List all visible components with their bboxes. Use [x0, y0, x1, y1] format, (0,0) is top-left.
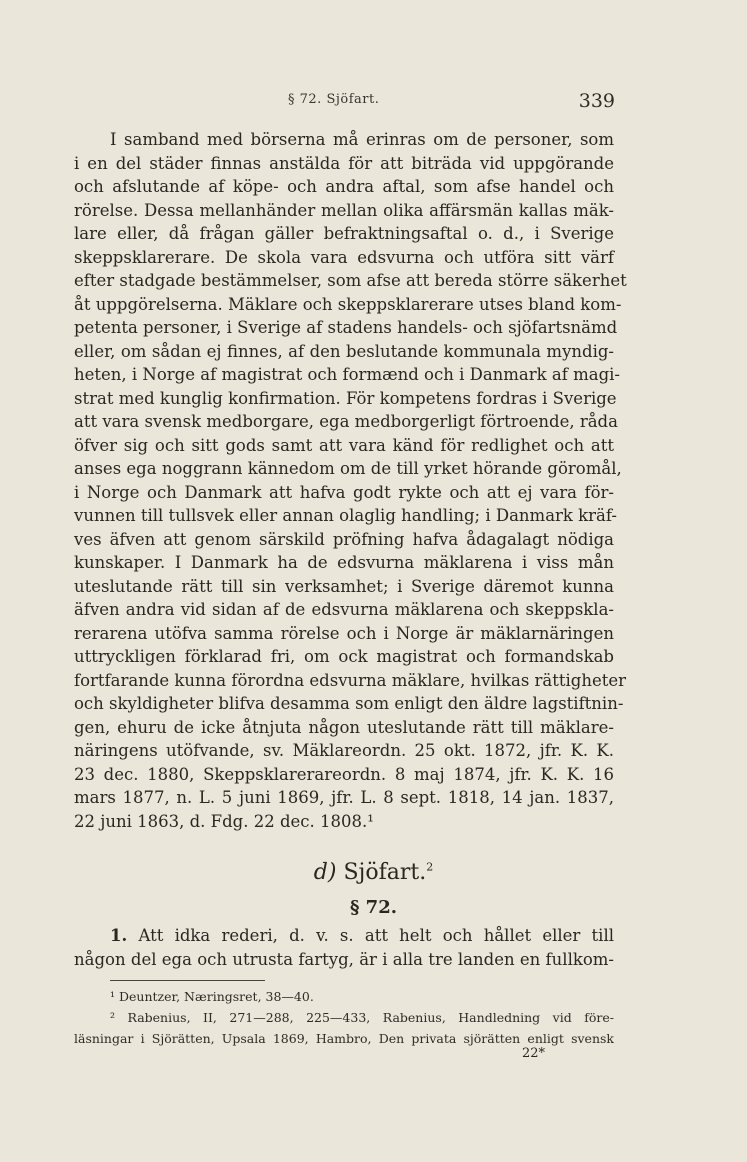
text-line: I samband med börserna må erinras om de personer, som: [110, 130, 614, 149]
text-line: heten, i Norge af magistrat och formænd och i Danmark af magi-: [74, 365, 620, 384]
section-paragraph: [74, 924, 614, 971]
section-title-note: 2: [426, 860, 434, 874]
footnote-divider: [110, 980, 265, 981]
paragraph-text: Att idka rederi, d. v. s. att helt och hållet eller till: [138, 926, 614, 945]
text-line: åt uppgörelserna. Mäklare och skeppsklarerare utses bland kom-: [74, 294, 622, 314]
text-line: efter stadgade bestämmelser, som afse att bereda större säkerhet: [74, 271, 627, 290]
text-line: och afslutande af köpe- och andra aftal, som afse handel och: [74, 177, 614, 196]
section-title: Sjöfart.: [343, 860, 427, 885]
text-line: ves äfven att genom särskild pröfning hafva ådagalagt nödiga: [74, 529, 614, 549]
text-line: [74, 924, 614, 948]
footnote-2: ² Rabenius, II, 271—288, 225—433, Rabenius, Handledning vid före-: [110, 1010, 614, 1025]
footnote-1: ¹ Deuntzer, Næringsret, 38—40.: [110, 989, 314, 1004]
text-line: lare eller, då frågan gäller befraktningsaftal o. d., i Sverige: [74, 224, 614, 243]
page-number: 339: [578, 90, 615, 112]
text-line: äfven andra vid sidan af de edsvurna mäklarena och skeppskla-: [74, 600, 614, 619]
text-line: eller, om sådan ej finnes, af den beslutande kommunala myndig-: [74, 341, 614, 361]
section-letter: d): [313, 860, 337, 885]
footnotes: [74, 986, 614, 1049]
text-line: uttryckligen förklarad fri, om ock magistrat och formandskab: [74, 647, 614, 666]
text-line: anses ega noggrann kännedom om de till yrket hörande göromål,: [74, 459, 622, 478]
text-line: näringens utöfvande, sv. Mäklareordn. 25 okt. 1872, jfr. K. K.: [74, 741, 614, 760]
text-line: rerarena utöfva samma rörelse och i Norge är mäklarnäringen: [74, 623, 614, 643]
section-heading: [0, 860, 747, 885]
text-line: strat med kunglig konfirmation. För kompetens fordras i Sverige: [74, 388, 617, 408]
running-head: § 72. Sjöfart.: [288, 92, 380, 107]
text-line: vunnen till tullsvek eller annan olaglig handling; i Danmark kräf-: [74, 506, 617, 525]
text-line: petenta personer, i Sverige af stadens handels- och sjöfartsnämd: [74, 318, 618, 337]
text-line: och skyldigheter blifva desamma som enligt den äldre lagstiftnin-: [74, 694, 624, 713]
footnote-2-continued: läsningar i Sjörätten, Upsala 1869, Hambro, Den privata sjörätten enligt svensk: [74, 1031, 614, 1046]
text-line: i Norge och Danmark att hafva godt rykte och att ej vara för-: [74, 482, 614, 502]
text-line: skeppsklarerare. De skola vara edsvurna och utföra sitt värf: [74, 247, 614, 267]
paragraph-number: 1.: [110, 926, 128, 945]
text-line: i en del städer finnas anstälda för att biträda vid uppgörande: [74, 153, 614, 173]
text-line: uteslutande rätt till sin verksamhet; i Sverige däremot kunna: [74, 576, 614, 596]
text-line: fortfarande kunna förordna edsvurna mäklare, hvilkas rättigheter: [74, 670, 627, 690]
main-paragraph: [74, 128, 627, 833]
text-line: öfver sig och sitt gods samt att vara känd för redlighet och att: [74, 435, 614, 455]
section-number: § 72.: [350, 897, 397, 918]
text-line: gen, ehuru de icke åtnjuta någon uteslutande rätt till mäklare-: [74, 717, 614, 737]
signature-mark: 22*: [522, 1046, 546, 1061]
text-line: mars 1877, n. L. 5 juni 1869, jfr. L. 8 sept. 1818, 14 jan. 1837,: [74, 788, 614, 807]
text-line: någon del ega och utrusta fartyg, är i alla tre landen en fullkom-: [74, 949, 614, 969]
text-line: kunskaper. I Danmark ha de edsvurna mäklarena i viss mån: [74, 553, 614, 572]
text-line: rörelse. Dessa mellanhänder mellan olika affärsmän kallas mäk-: [74, 200, 614, 220]
text-line: 22 juni 1863, d. Fdg. 22 dec. 1808.¹: [74, 811, 374, 831]
text-line: 23 dec. 1880, Skeppsklarerareordn. 8 maj 1874, jfr. K. K. 16: [74, 764, 614, 784]
page-header: [0, 88, 747, 118]
text-line: att vara svensk medborgare, ega medborgerligt förtroende, råda: [74, 412, 618, 431]
